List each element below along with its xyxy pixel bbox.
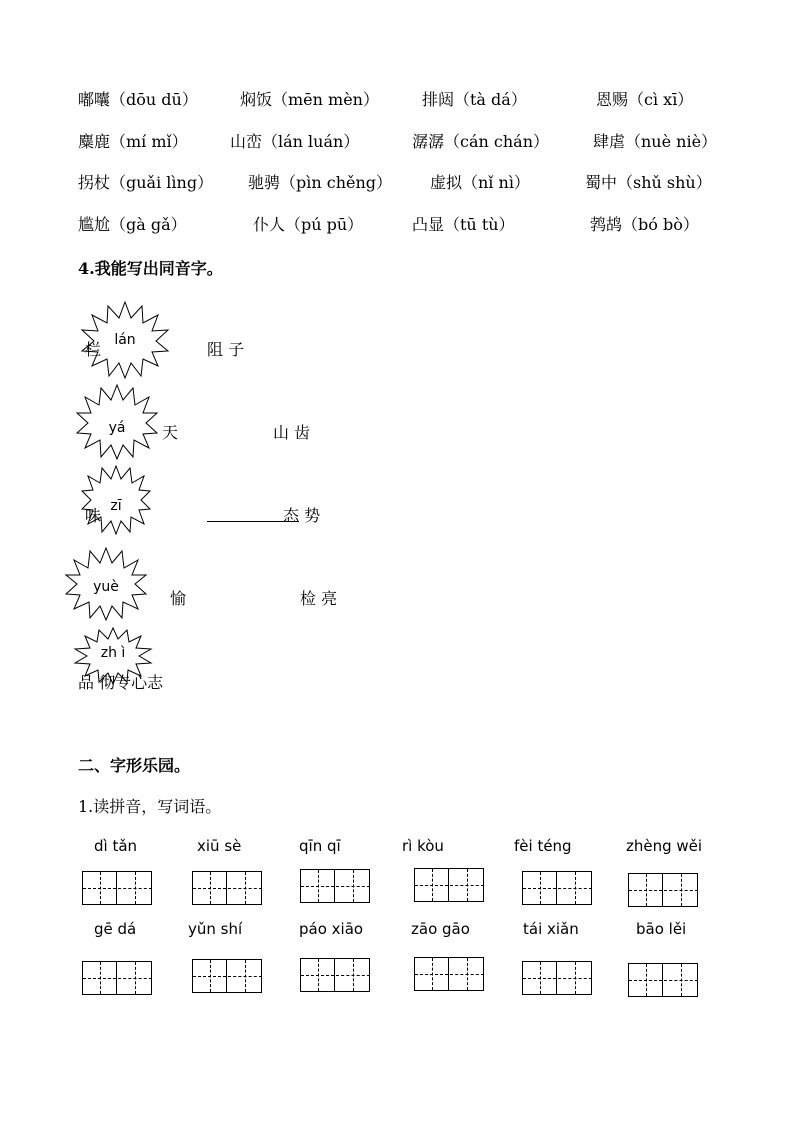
word-item: 恩赐（cì xī）: [596, 90, 694, 109]
pinyin-label: yǔn shí: [188, 920, 243, 938]
pinyin-label: rì kòu: [402, 837, 444, 855]
pinyin-burst: [75, 383, 159, 461]
tian-grid[interactable]: [414, 868, 484, 902]
word-item: 虚拟（nǐ nì）: [430, 173, 530, 192]
word-item: 鹁鸪（bó bò）: [590, 215, 699, 234]
word-item: 焖饭（mēn mèn）: [240, 90, 379, 109]
word-item: 麋鹿（mí mǐ）: [78, 132, 188, 151]
section-2-subtitle: 1.读拼音，写词语。: [78, 797, 222, 816]
word-item: 拐杖（guǎi lìng）: [78, 173, 214, 192]
pinyin-label: gē dá: [94, 920, 137, 938]
word-item: 尴尬（gà gǎ）: [78, 215, 187, 234]
section-2-title: 二、字形乐园。: [78, 756, 191, 775]
pinyin-text: zh ì: [100, 645, 126, 661]
pinyin-text: yuè: [93, 579, 119, 595]
pinyin-label: zāo gāo: [411, 920, 470, 938]
tian-grid[interactable]: [628, 873, 698, 907]
tian-grid[interactable]: [300, 958, 370, 992]
pinyin-label: fèi téng: [514, 837, 572, 855]
tian-grid[interactable]: [414, 957, 484, 991]
pinyin-label: tái xiǎn: [523, 920, 579, 938]
word-chars: 检 亮: [300, 589, 338, 608]
pinyin-text: yá: [108, 420, 126, 436]
pinyin-text: zī: [110, 498, 122, 514]
tian-grid[interactable]: [82, 961, 152, 995]
lead-char: 栏: [85, 340, 102, 359]
word-chars: 山 齿: [273, 423, 311, 442]
word-item: 嘟囔（dōu dū）: [78, 90, 198, 109]
section-4-title: 4.我能写出同音字。: [78, 259, 223, 278]
word-item: 蜀中（shǔ shù）: [585, 173, 712, 192]
tian-grid[interactable]: [192, 959, 262, 993]
lead-char: 味: [85, 506, 102, 525]
word-item: 凸显（tū tù）: [412, 215, 515, 234]
pinyin-label: páo xiāo: [299, 920, 364, 938]
word-chars: 态 势: [283, 506, 321, 525]
tian-grid[interactable]: [628, 963, 698, 997]
pinyin-label: zhèng wěi: [626, 837, 703, 855]
tian-grid[interactable]: [300, 869, 370, 903]
pinyin-label: dì tǎn: [94, 837, 138, 855]
pinyin-label: xiū sè: [197, 837, 242, 855]
word-item: 山峦（lán luán）: [230, 132, 360, 151]
word-item: 排闼（tà dá）: [422, 90, 527, 109]
tian-grid[interactable]: [522, 961, 592, 995]
pinyin-burst: [64, 546, 148, 622]
tian-grid[interactable]: [192, 871, 262, 905]
word-item: 驰骋（pìn chěng）: [248, 173, 393, 192]
pinyin-label: qīn qī: [299, 837, 341, 855]
word-chars: 天: [162, 423, 179, 442]
word-chars: 愉: [170, 589, 187, 608]
word-chars: 阻 子: [207, 340, 245, 359]
tian-grid[interactable]: [522, 871, 592, 905]
pinyin-text: lán: [114, 332, 136, 348]
word-item: 潺潺（cán chán）: [412, 132, 550, 151]
word-chars: 品 彻专心志: [78, 673, 164, 692]
word-item: 肆虐（nuè niè）: [593, 132, 718, 151]
tian-grid[interactable]: [82, 871, 152, 905]
word-item: 仆人（pú pū）: [253, 215, 364, 234]
pinyin-label: bāo lěi: [636, 920, 687, 938]
